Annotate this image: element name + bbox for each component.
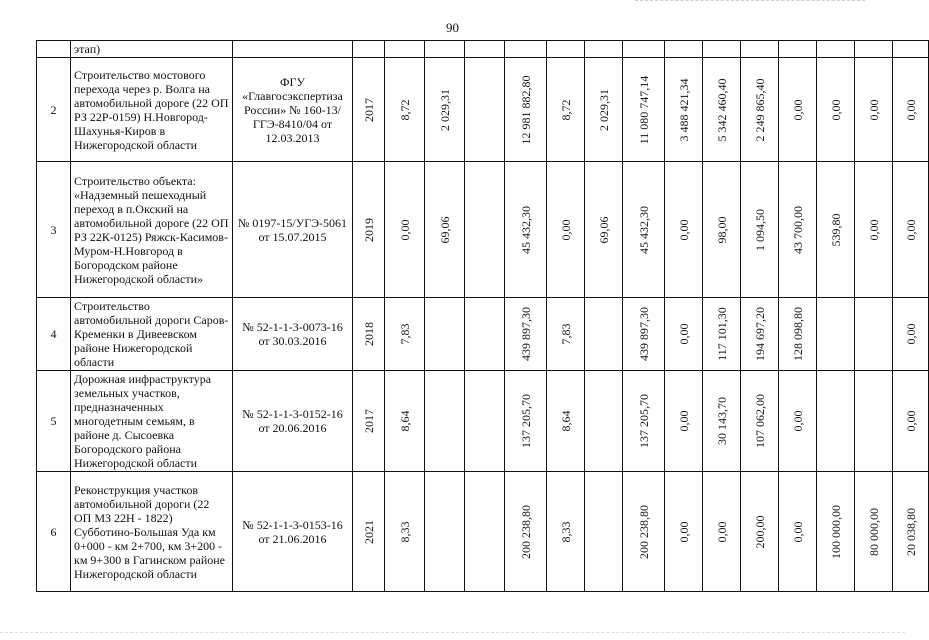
value-cell <box>465 472 505 592</box>
value-cell-text: 0,00 <box>676 410 691 432</box>
object-name: Дорожная инфраструктура земельных участков, предназначенных многодетным семьям, в районе д. Сысоевка Богородского района Нижегородской области <box>71 371 233 472</box>
value-cell <box>425 298 465 371</box>
value-cell-text: 8,72 <box>558 99 573 120</box>
value-cell-text: 11 080 747,14 <box>636 75 651 144</box>
value-cell <box>385 371 425 472</box>
value-cell-text: 0,00 <box>903 219 918 240</box>
value-cell-text: 2 249 865,40 <box>752 78 767 141</box>
scan-edge-top <box>635 0 865 3</box>
value-cell <box>425 371 465 472</box>
value-cell <box>779 371 817 472</box>
value-cell <box>665 58 703 162</box>
value-cell <box>465 58 505 162</box>
value-cell-text: 30 143,70 <box>714 397 729 445</box>
value-cell <box>741 371 779 472</box>
value-cell-text: 20 038,80 <box>903 507 918 556</box>
value-cell <box>817 58 855 162</box>
value-cell-text: 45 432,30 <box>518 205 533 254</box>
value-cell <box>665 371 703 472</box>
value-cell-text: 8,64 <box>397 410 412 432</box>
value-cell-text: 12 981 882,80 <box>518 75 533 144</box>
value-cell-text: 200 238,80 <box>636 504 651 559</box>
value-cell <box>855 298 893 371</box>
object-name: Строительство мостового перехода через р. Волга на автомобильной дороге (22 ОП РЗ 22Р-0159) Н.Новгород-Шахунья-Киров в Нижегородской области <box>71 58 233 162</box>
value-cell <box>585 298 623 371</box>
expertise-conclusion: № 52-1-1-3-0153-16 от 21.06.2016 <box>233 472 353 592</box>
value-cell <box>385 162 425 298</box>
value-cell-text: 0,00 <box>903 410 918 432</box>
value-cell <box>703 472 741 592</box>
year-cell-text: 2021 <box>361 519 376 544</box>
value-cell <box>547 162 585 298</box>
year-cell <box>353 162 385 298</box>
year-cell <box>353 472 385 592</box>
value-cell <box>385 472 425 592</box>
value-cell-text: 0,00 <box>714 521 729 542</box>
value-cell-text: 8,33 <box>558 521 573 542</box>
value-cell-text: 0,00 <box>558 219 573 240</box>
value-cell <box>425 58 465 162</box>
value-cell <box>855 472 893 592</box>
table-row <box>37 298 929 371</box>
value-cell-text: 0,00 <box>828 99 843 120</box>
value-cell <box>585 472 623 592</box>
value-cell-text: 80 000,00 <box>866 507 881 556</box>
expertise-conclusion: № 52-1-1-3-0152-16 от 20.06.2016 <box>233 371 353 472</box>
value-cell <box>703 371 741 472</box>
value-cell <box>623 298 665 371</box>
value-cell <box>547 472 585 592</box>
value-cell-text: 539,80 <box>828 213 843 246</box>
value-cell <box>665 298 703 371</box>
value-cell <box>703 162 741 298</box>
value-cell <box>855 162 893 298</box>
value-cell-text: 2 029,31 <box>596 88 611 131</box>
value-cell-text: 194 697,20 <box>752 307 767 361</box>
value-cell-text: 69,06 <box>437 216 452 243</box>
value-cell <box>505 298 547 371</box>
value-cell-text: 45 432,30 <box>636 205 651 254</box>
value-cell <box>893 371 929 472</box>
year-cell-text: 2017 <box>361 409 376 433</box>
year-cell <box>353 58 385 162</box>
value-cell <box>465 371 505 472</box>
value-cell <box>893 298 929 371</box>
value-cell <box>385 298 425 371</box>
value-cell <box>893 58 929 162</box>
value-cell <box>893 162 929 298</box>
value-cell <box>425 162 465 298</box>
value-cell <box>585 162 623 298</box>
year-cell-text: 2017 <box>361 97 376 122</box>
page-number: 90 <box>446 20 459 35</box>
value-cell <box>817 162 855 298</box>
object-name: Строительство автомобильной дороги Саров-Кременки в Дивеевском районе Нижегородской области <box>71 298 233 371</box>
value-cell-text: 107 062,00 <box>752 394 767 448</box>
value-cell <box>817 371 855 472</box>
row-number: 2 <box>37 58 71 162</box>
value-cell <box>465 162 505 298</box>
value-cell <box>703 298 741 371</box>
projects-table <box>36 40 929 592</box>
value-cell <box>817 298 855 371</box>
row-number: 3 <box>37 162 71 298</box>
value-cell-text: 439 897,30 <box>636 307 651 361</box>
value-cell-text: 200,00 <box>752 515 767 548</box>
value-cell <box>425 472 465 592</box>
row-number: 4 <box>37 298 71 371</box>
value-cell-text: 0,00 <box>790 521 805 542</box>
value-cell-text: 7,83 <box>558 323 573 345</box>
value-cell-text: 100 000,00 <box>828 504 843 559</box>
table-row <box>37 472 929 592</box>
table-row <box>37 162 929 298</box>
table-row-continuation <box>37 41 929 58</box>
object-name: Реконструкция участков автомобильной дороги (22 ОП МЗ 22Н - 1822) Субботино-Большая Уда км 0+000 - км 2+700, км 3+200 - км 9+300 в Гагинском районе Нижегородской области <box>71 472 233 592</box>
value-cell-text: 3 488 421,34 <box>676 78 691 141</box>
value-cell-text: 439 897,30 <box>518 307 533 361</box>
table-row <box>37 58 929 162</box>
value-cell <box>585 58 623 162</box>
value-cell <box>779 58 817 162</box>
expertise-conclusion: № 52-1-1-3-0073-16 от 30.03.2016 <box>233 298 353 371</box>
value-cell-text: 0,00 <box>790 410 805 432</box>
value-cell-text: 0,00 <box>903 99 918 120</box>
value-cell <box>665 162 703 298</box>
year-cell <box>353 371 385 472</box>
scan-edge-bottom <box>0 632 905 634</box>
value-cell <box>741 162 779 298</box>
value-cell-text: 137 205,70 <box>636 394 651 448</box>
value-cell <box>665 472 703 592</box>
object-name: Строительство объекта: «Надземный пешеходный переход в п.Окский на автомобильной дороге (22 ОП РЗ 22К-0125) Ряжск-Касимов-Муром-Н.Новгород в Богородском районе Нижегородской области» <box>71 162 233 298</box>
value-cell <box>547 298 585 371</box>
value-cell <box>547 371 585 472</box>
value-cell <box>779 472 817 592</box>
value-cell-text: 0,00 <box>903 323 918 345</box>
value-cell <box>385 58 425 162</box>
value-cell-text: 2 029,31 <box>437 88 452 131</box>
value-cell-text: 117 101,30 <box>714 307 729 361</box>
row-number: 6 <box>37 472 71 592</box>
value-cell <box>741 58 779 162</box>
value-cell-text: 0,00 <box>397 219 412 240</box>
expertise-conclusion: № 0197-15/УГЭ-5061 от 15.07.2015 <box>233 162 353 298</box>
value-cell <box>505 162 547 298</box>
value-cell <box>547 58 585 162</box>
value-cell-text: 0,00 <box>866 219 881 240</box>
value-cell <box>623 472 665 592</box>
value-cell-text: 8,72 <box>397 99 412 120</box>
value-cell-text: 0,00 <box>790 99 805 120</box>
value-cell-text: 0,00 <box>866 99 881 120</box>
value-cell-text: 1 094,50 <box>752 208 767 251</box>
value-cell <box>741 472 779 592</box>
value-cell-text: 5 342 460,40 <box>714 78 729 141</box>
value-cell <box>585 371 623 472</box>
value-cell-text: 200 238,80 <box>518 504 533 559</box>
value-cell-text: 8,33 <box>397 521 412 542</box>
value-cell-text: 0,00 <box>676 219 691 240</box>
value-cell <box>703 58 741 162</box>
row-name: этап) <box>71 41 233 58</box>
value-cell <box>779 298 817 371</box>
value-cell <box>817 472 855 592</box>
value-cell-text: 98,00 <box>714 216 729 243</box>
expertise-conclusion: ФГУ «Главгосэкспертиза России» № 160-13/ГГЭ-8410/04 от 12.03.2013 <box>233 58 353 162</box>
value-cell <box>505 371 547 472</box>
value-cell <box>855 58 893 162</box>
value-cell-text: 43 700,00 <box>790 205 805 254</box>
row-number: 5 <box>37 371 71 472</box>
value-cell <box>505 472 547 592</box>
value-cell-text: 8,64 <box>558 410 573 432</box>
value-cell-text: 128 098,80 <box>790 307 805 361</box>
value-cell <box>623 162 665 298</box>
value-cell-text: 69,06 <box>596 216 611 243</box>
year-cell-text: 2018 <box>361 322 376 346</box>
value-cell <box>855 371 893 472</box>
year-cell-text: 2019 <box>361 217 376 242</box>
value-cell-text: 7,83 <box>397 323 412 345</box>
value-cell <box>505 58 547 162</box>
value-cell <box>741 298 779 371</box>
value-cell <box>465 298 505 371</box>
value-cell <box>623 371 665 472</box>
value-cell <box>893 472 929 592</box>
value-cell-text: 0,00 <box>676 521 691 542</box>
table-row <box>37 371 929 472</box>
year-cell <box>353 298 385 371</box>
value-cell-text: 0,00 <box>676 323 691 345</box>
value-cell <box>623 58 665 162</box>
value-cell <box>779 162 817 298</box>
value-cell-text: 137 205,70 <box>518 394 533 448</box>
